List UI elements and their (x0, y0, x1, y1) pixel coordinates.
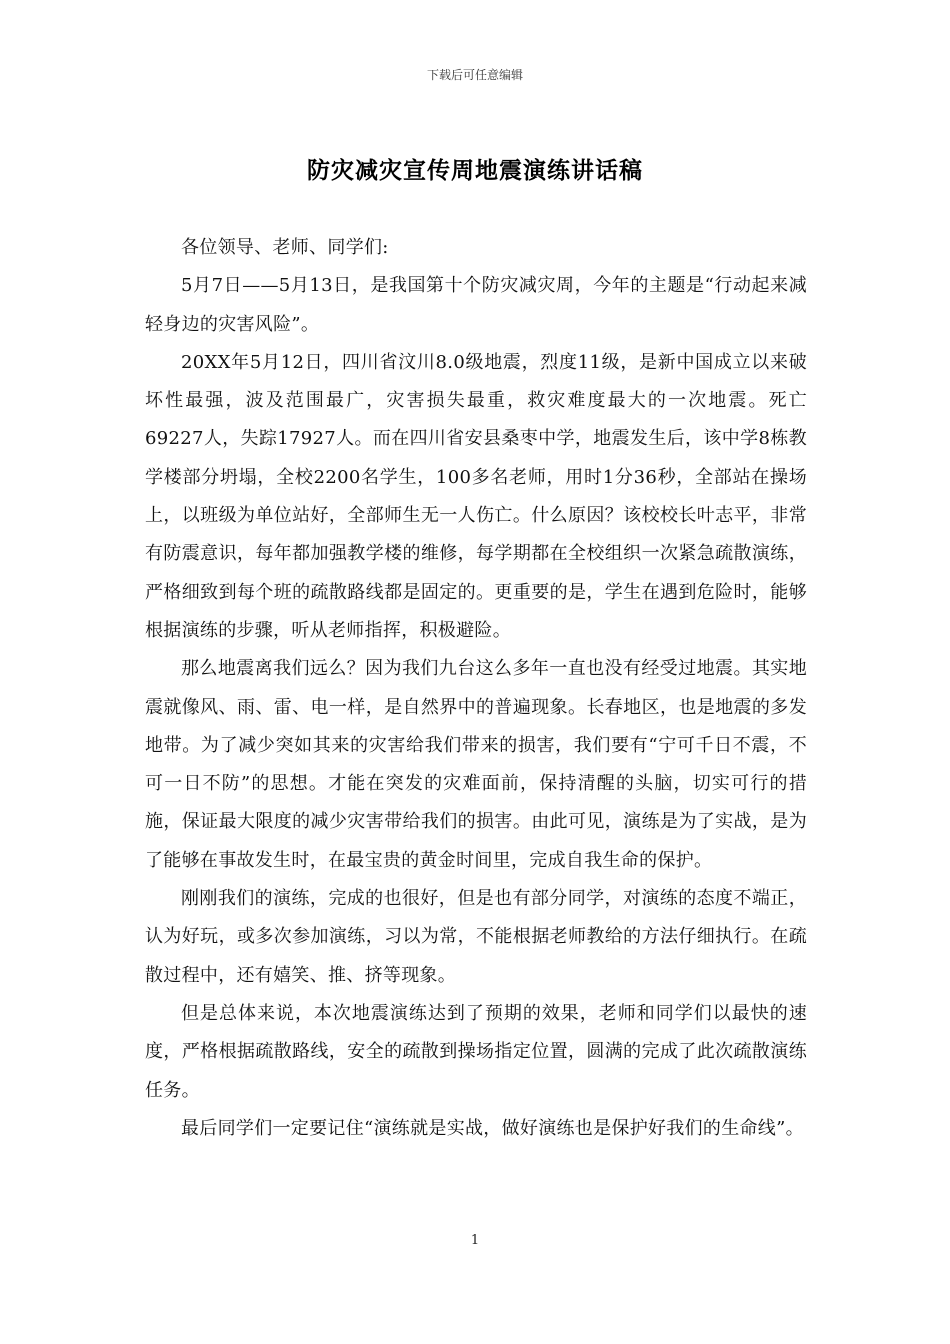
body-paragraph: 20XX年5月12日，四川省汶川8.0级地震，烈度11级，是新中国成立以来破坏性最强，波及范围最广，灾害损失最重，救灾难度最大的一次地震。死亡69227人，失踪17927人。而在四川省安县桑枣中学，地震发生后，该中学8栋教学楼部分坍塌，全校2200名学生，100多名老师，用时1分36秒，全部站在操场上，以班级为单位站好，全部师生无一人伤亡。什么原因？该校校长叶志平，非常有防震意识，每年都加强教学楼的维修，每学期都在全校组织一次紧急疏散演练，严格细致到每个班的疏散路线都是固定的。更重要的是，学生在遇到危险时，能够根据演练的步骤，听从老师指挥，积极避险。 (145, 351, 807, 641)
header-note: 下载后可任意编辑 (426, 68, 523, 82)
page-number: 1 (470, 1233, 480, 1248)
document-title: 防灾减灾宣传周地震演练讲话稿 (307, 157, 643, 184)
closing-paragraph: 最后同学们一定要记住“演练就是实战，做好演练也是保护好我们的生命线”。 (181, 1117, 804, 1139)
body-paragraph: 刚刚我们的演练，完成的也很好，但是也有部分同学，对演练的态度不端正，认为好玩，或多次参加演练，习以为常，不能根据老师教给的方法仔细执行。在疏散过程中，还有嬉笑、推、挤等现象。 (145, 888, 807, 986)
document-body (145, 229, 807, 1148)
body-paragraph: 但是总体来说，本次地震演练达到了预期的效果，老师和同学们以最快的速度，严格根据疏散路线，安全的疏散到操场指定位置，圆满的完成了此次疏散演练任务。 (145, 1002, 807, 1101)
body-paragraph: 5月7日——5月13日，是我国第十个防灾减灾周，今年的主题是“行动起来减轻身边的灾害风险”。 (145, 275, 807, 335)
body-paragraph: 那么地震离我们远么？因为我们九台这么多年一直也没有经受过地震。其实地震就像风、雨、雷、电一样，是自然界中的普遍现象。长春地区，也是地震的多发地带。为了减少突如其来的灾害给我们带来的损害，我们要有“宁可千日不震，不可一日不防”的思想。才能在突发的灾难面前，保持清醒的头脑，切实可行的措施，保证最大限度的减少灾害带给我们的损害。由此可见，演练是为了实战，是为了能够在事故发生时，在最宝贵的黄金时间里，完成自我生命的保护。 (145, 658, 807, 871)
greeting-paragraph: 各位领导、老师、同学们: (181, 237, 389, 258)
